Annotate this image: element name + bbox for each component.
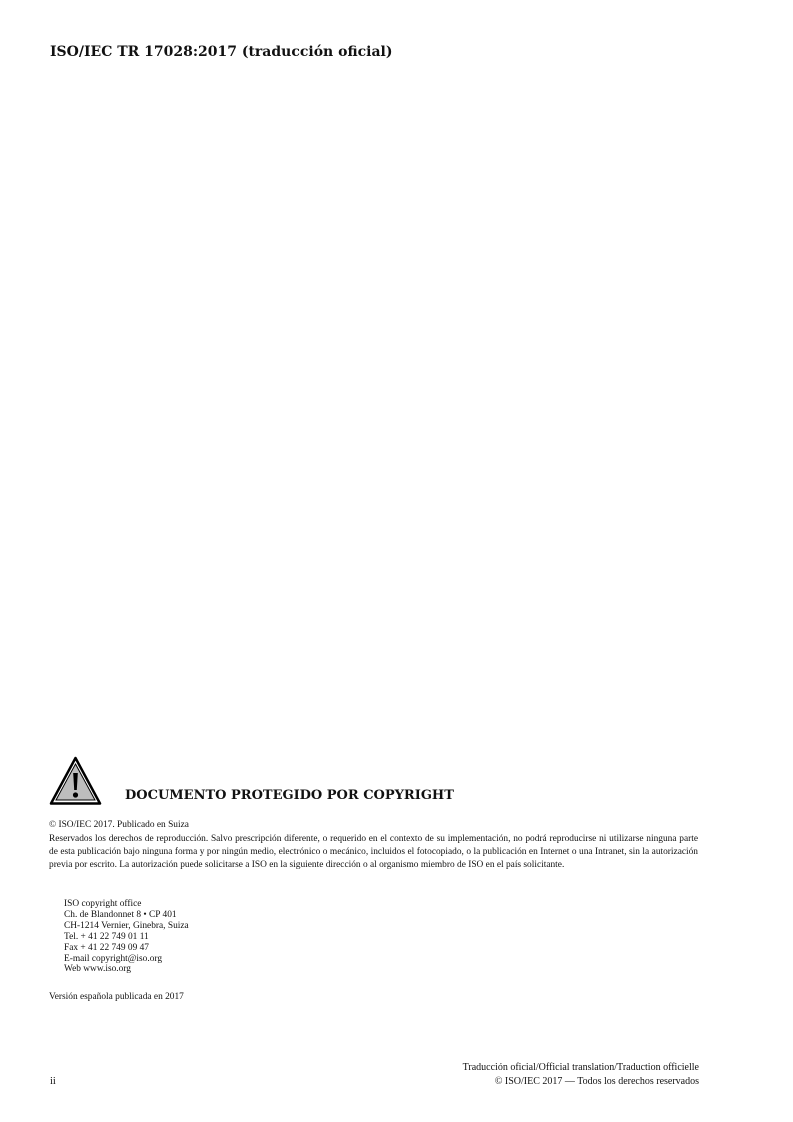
address-street: Ch. de Blandonnet 8 • CP 401 [64, 909, 177, 920]
version-line: Versión española publicada en 2017 [49, 992, 184, 1002]
address-email: E-mail copyright@iso.org [64, 953, 163, 964]
address-web: Web www.iso.org [64, 964, 131, 975]
address-city: CH-1214 Vernier, Ginebra, Suiza [64, 920, 189, 931]
address-tel: Tel. + 41 22 749 01 11 [64, 931, 149, 942]
rights-paragraph: Reservados los derechos de reproducción. Salvo prescripción diferente, o requerido en el contexto de su implementación, no podrá reproducirse ni utilizarse ninguna parte de esta publicación bajo ninguna forma y por ningún medio, electrónico o mecánico, incluidos el fotocopiado, o la publicación en Internet o una Intranet, sin la autorización previa por escrito. La autorización puede solicitarse a ISO en la siguiente dirección o al organismo miembro de ISO en el país solicitante. [49, 834, 698, 871]
warning-heading: DOCUMENTO PROTEGIDO POR COPYRIGHT [125, 788, 454, 803]
footer-page-number: ii [50, 1076, 56, 1087]
iso-address-block [64, 899, 189, 975]
footer-translation: Traducción oficial/Official translation/Traduction officielle [462, 1062, 699, 1073]
footer-rights: © ISO/IEC 2017 — Todos los derechos reservados [494, 1076, 699, 1087]
address-fax: Fax + 41 22 749 09 47 [64, 942, 149, 953]
copyright-warning-block [49, 756, 709, 806]
footer-rights-block [463, 1061, 699, 1089]
copyright-line: © ISO/IEC 2017. Publicado en Suiza [49, 820, 189, 830]
address-office: ISO copyright office [64, 899, 142, 909]
page-header-title: ISO/IEC TR 17028:2017 (traducción oficial) [50, 44, 393, 60]
warning-triangle-icon [49, 756, 102, 806]
